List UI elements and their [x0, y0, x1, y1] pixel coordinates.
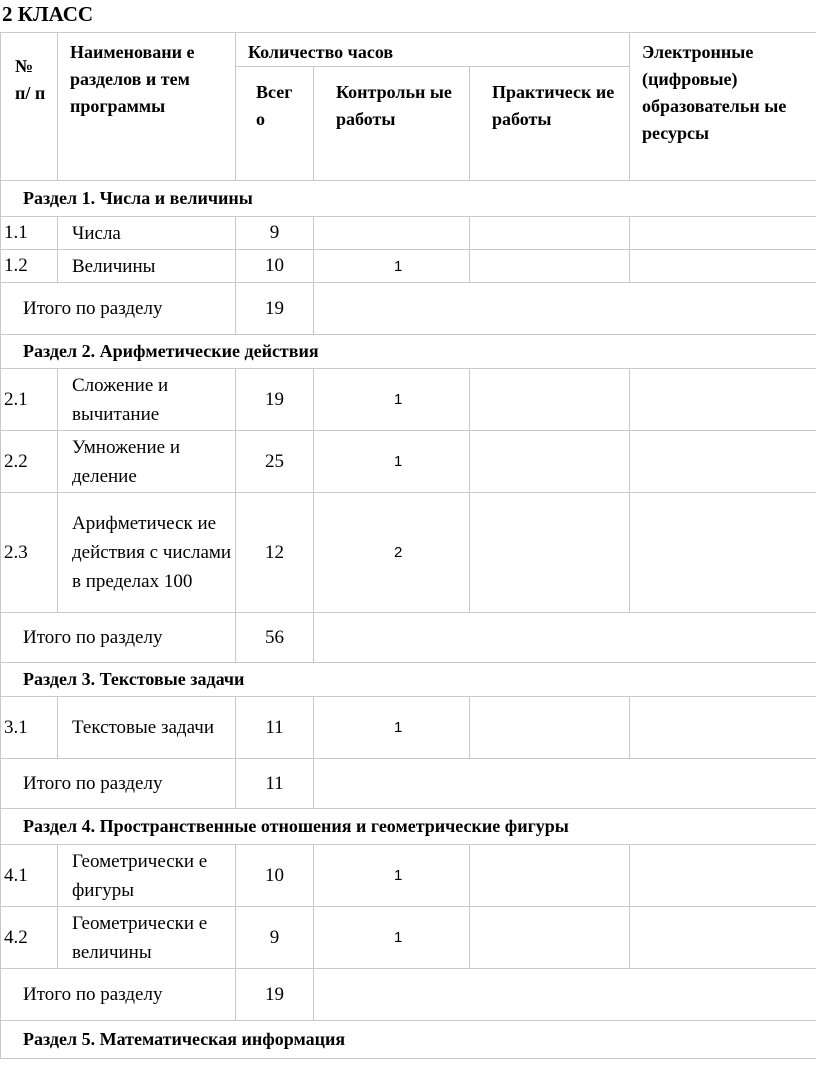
section-row	[1, 1021, 816, 1059]
section-title: Раздел 2. Арифметические действия	[1, 335, 816, 369]
practical-works	[470, 845, 630, 907]
total-hours: 10	[236, 250, 314, 283]
header-practical: Практическ ие работы	[470, 67, 630, 181]
table-row	[1, 217, 816, 250]
header-num: № п/ п	[1, 33, 58, 181]
digital-resources	[630, 431, 816, 493]
header-resources: Электронные (цифровые) образовательн ые ресурсы	[630, 33, 816, 181]
practical-works	[470, 697, 630, 759]
topic-name: Геометрически е фигуры	[58, 845, 236, 907]
topic-name: Величины	[58, 250, 236, 283]
digital-resources	[630, 907, 816, 969]
practical-works	[470, 217, 630, 250]
control-works: 2	[314, 493, 470, 613]
section-row	[1, 335, 816, 369]
control-works: 1	[314, 697, 470, 759]
practical-works	[470, 431, 630, 493]
subtotal-empty	[314, 283, 816, 335]
topic-name: Сложение и вычитание	[58, 369, 236, 431]
page-title: 2 КЛАСС	[2, 2, 94, 26]
topic-name: Текстовые задачи	[58, 697, 236, 759]
topic-name: Геометрически е величины	[58, 907, 236, 969]
digital-resources	[630, 697, 816, 759]
total-hours: 9	[236, 217, 314, 250]
table-row	[1, 431, 816, 493]
practical-works	[470, 250, 630, 283]
table-row	[1, 907, 816, 969]
row-number: 2.3	[1, 493, 58, 613]
total-hours: 19	[236, 369, 314, 431]
section-row	[1, 181, 816, 217]
curriculum-table	[0, 32, 816, 1059]
table-row	[1, 697, 816, 759]
row-number: 4.1	[1, 845, 58, 907]
row-number: 4.2	[1, 907, 58, 969]
section-title: Раздел 1. Числа и величины	[1, 181, 816, 217]
subtotal-row	[1, 969, 816, 1021]
section-row	[1, 809, 816, 845]
total-hours: 10	[236, 845, 314, 907]
topic-name: Арифметическ ие действия с числами в пределах 100	[58, 493, 236, 613]
section-row	[1, 663, 816, 697]
subtotal-label: Итого по разделу	[1, 283, 236, 335]
subtotal-empty	[314, 759, 816, 809]
practical-works	[470, 493, 630, 613]
control-works: 1	[314, 250, 470, 283]
row-number: 1.2	[1, 250, 58, 283]
total-hours: 9	[236, 907, 314, 969]
header-hours: Количество часов	[236, 33, 630, 67]
digital-resources	[630, 369, 816, 431]
practical-works	[470, 907, 630, 969]
table-row	[1, 845, 816, 907]
subtotal-row	[1, 283, 816, 335]
table-row	[1, 493, 816, 613]
subtotal-row	[1, 759, 816, 809]
digital-resources	[630, 250, 816, 283]
control-works: 1	[314, 907, 470, 969]
control-works: 1	[314, 369, 470, 431]
subtotal-hours: 19	[236, 283, 314, 335]
section-title: Раздел 4. Пространственные отношения и геометрические фигуры	[1, 809, 816, 845]
subtotal-label: Итого по разделу	[1, 613, 236, 663]
practical-works	[470, 369, 630, 431]
row-number: 2.1	[1, 369, 58, 431]
digital-resources	[630, 217, 816, 250]
subtotal-label: Итого по разделу	[1, 759, 236, 809]
row-number: 2.2	[1, 431, 58, 493]
subtotal-label: Итого по разделу	[1, 969, 236, 1021]
table-row	[1, 369, 816, 431]
subtotal-empty	[314, 969, 816, 1021]
subtotal-hours: 56	[236, 613, 314, 663]
subtotal-hours: 19	[236, 969, 314, 1021]
total-hours: 11	[236, 697, 314, 759]
subtotal-hours: 11	[236, 759, 314, 809]
table-row	[1, 250, 816, 283]
row-number: 3.1	[1, 697, 58, 759]
control-works: 1	[314, 845, 470, 907]
control-works: 1	[314, 431, 470, 493]
header-name: Наименовани е разделов и тем программы	[58, 33, 236, 181]
header-control: Контрольн ые работы	[314, 67, 470, 181]
header-total: Всег о	[236, 67, 314, 181]
section-title: Раздел 3. Текстовые задачи	[1, 663, 816, 697]
topic-name: Умножение и деление	[58, 431, 236, 493]
row-number: 1.1	[1, 217, 58, 250]
topic-name: Числа	[58, 217, 236, 250]
total-hours: 25	[236, 431, 314, 493]
digital-resources	[630, 845, 816, 907]
total-hours: 12	[236, 493, 314, 613]
control-works	[314, 217, 470, 250]
section-title: Раздел 5. Математическая информация	[1, 1021, 816, 1059]
subtotal-row	[1, 613, 816, 663]
header-row-top	[1, 33, 816, 67]
digital-resources	[630, 493, 816, 613]
subtotal-empty	[314, 613, 816, 663]
